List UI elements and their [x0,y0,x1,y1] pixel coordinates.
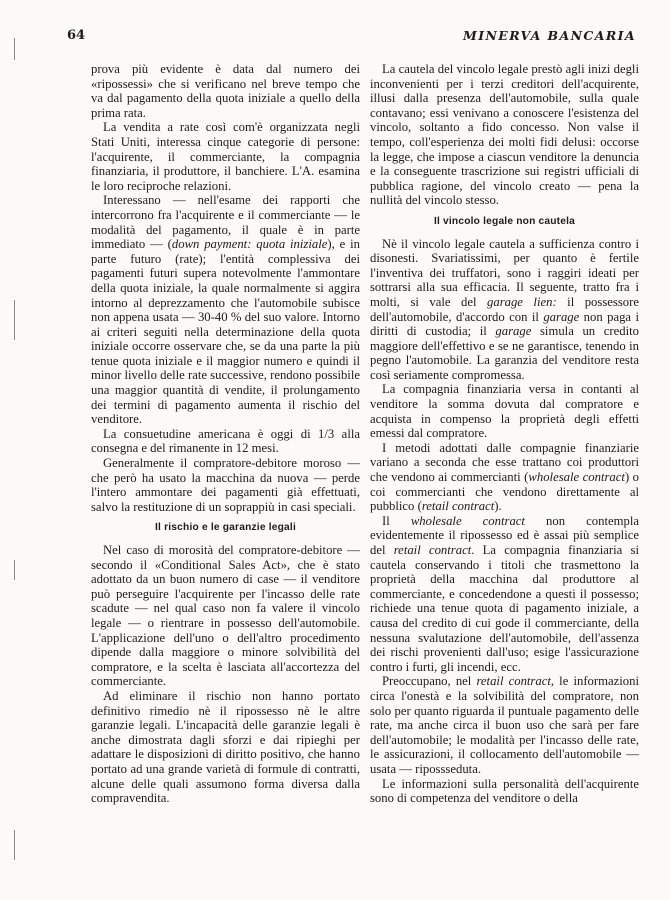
text-run: il possessore dell'automobile, d'accordo con il [370,294,639,324]
left-column [91,62,360,806]
page-number: 64 [67,28,86,43]
paragraph [91,427,360,456]
text-run: prova più evidente è data dal numero dei «ripossessi» che si verificano nel breve tempo che va dal pagamento della quota iniziale a quello della prima rata. [91,62,360,120]
paragraph [370,441,639,514]
text-run: I metodi adottati dalle compagnie finanziarie variano a seconda che esse trattano coi produttori che vendono ai commercianti ( [370,440,639,485]
margin-mark [14,560,15,580]
text-run: . La compagnia finanziaria si cautela conservando i titoli che trasmettono la proprietà della macchina dal produttore al commerciante, e concedendone a questi il possesso; richiede una tenue quota di pagamento iniziale, a causa del credito di cui gode il commerciante, della nessuna svalutazione dell'automobile, dell'assenza dei rischi provenienti dall'uso; esige l'assicurazione contro i furti, gli incendi, ecc. [370,543,639,674]
text-run: Le informazioni sulla personalità dell'acquirente sono di competenza del venditore o della [370,776,639,806]
text-run: ) o coi commercianti che vendono direttamente al pubblico ( [370,470,639,514]
paragraph [370,777,639,806]
text-run: ). [494,499,502,514]
running-title: MINERVA BANCARIA [462,28,636,43]
text-run: Nè il vincolo legale cautela a sufficienza contro i disonesti. Svariatissimi, per quanto è fertile l'inventiva dei truffatori, sono i raggiri ideati per sottrarsi alla sua efficacia. Il seguente, tratto fra i molti, si vale del [370,236,639,309]
text-run: , le informazioni circa l'onestà e la solvibilità del compratore, non solo per quanto riguarda il puntuale pagamento delle rate, ma anche circa il buon uso che sarà per fare dell'automobile; le modalità per l'incasso delle rate, le assicurazioni, il collocamento dell'automobile — usata — ripossseduta. [370,674,639,776]
paragraph [91,62,360,120]
text-run: La consuetudine americana è oggi di 1/3 alla consegna e del rimanente in 12 mesi. [91,426,360,456]
italic-term: retail contract [393,543,472,557]
paragraph [91,120,360,193]
text-run: Interessano — nell'esame dei rapporti che intercorrono fra l'acquirente e il commerciante — le modalità del pagamento, il quale è in parte immediato — ( [91,193,360,252]
italic-term: retail contract [421,499,495,514]
margin-mark [14,300,15,340]
text-run: La vendita a rate così com'è organizzata negli Stati Uniti, interessa cinque categorie di persone: l'acquirente, il commerciante, la compagnia finanziaria, il produttore, il banchiere. L'A. esamina le loro reciproche relazioni. [91,120,360,193]
text-run: La compagnia finanziaria versa in contanti al venditore la somma dovuta dal compratore e acquista in compenso la proprietà degli effetti emessi dal compratore. [370,382,639,441]
text-run: Preoccupano, nel [382,674,477,689]
paragraph [370,514,639,675]
margin-mark [14,38,15,60]
paragraph [91,456,360,514]
paragraph [91,689,360,806]
paragraph [370,62,639,208]
text-run: Nel caso di morosità del compratore-debitore — secondo il «Conditional Sales Act», che è stato adottato da un buon numero di case — il venditore può perseguire l'acquirente per l'incasso delle rate scadute — nel qual caso non fa valere il vincolo legale — o rientrare in possesso dell'automobile. L'applicazione dell'uno o dell'altro procedimento dipende dalla maggiore o minore solvibilità del compratore, e la scelta è lasciata all'accortezza del commerciante. [91,543,360,689]
text-run: Ad eliminare il rischio non hanno portato definitivo rimedio nè il ripossesso nè le altre garanzie legali. L'incapacità delle garanzie legali è anche dimostrata dagli sforzi e dai ripieghi per adattare le disposizioni di diritto positivo, che hanno portato ad una grande varietà di formule di contratti, alcune delle quali assumono forma diversa dalla compravendita. [91,688,360,806]
text-run: Il rischio e le garanzie legali [155,522,296,534]
text-run: Il [382,513,411,528]
italic-term: garage [543,309,580,324]
italic-term: down payment: quota iniziale [171,237,328,252]
text-run: Il vincolo legale non cautela [433,215,576,227]
right-column [370,62,639,806]
italic-term: retail contract [476,674,551,689]
paragraph [370,382,639,440]
paragraph [91,543,360,689]
section-heading [370,215,639,230]
text-run: non contempla evidentemente il ripossesso ed è assai più semplice del [370,513,639,557]
italic-term: garage lien: [487,294,557,309]
paragraph [370,237,639,383]
section-heading [91,521,360,536]
italic-term: wholesale contract [410,513,525,528]
paragraph [370,674,639,776]
paragraph [91,193,360,427]
text-run: simula un credito maggiore dell'effettivo e se ne garantisce, tenendo in pegno l'automobile. La garanzia del venditore resta così seriamente compromessa. [370,324,639,382]
italic-term: garage [495,324,532,339]
text-run: ), e in parte futuro (rate); l'entità complessiva dei pagamenti futuri supera notevolmente l'ammontare della quota iniziale, la quale normalmente si aggira intorno al deprezzamento che l'automobile subisce non appena usata — 30-40 % del suo valore. Intorno ai criteri seguiti nella determinazione della quota iniziale occorre osservare che, se da una parte la più tenue quota iniziale e il maggior numero e quindi il minor livello delle rate successive, rendono possibile una maggior quantità di vendite, il prolungamento dei termini di pagamento aumenta il rischio del venditore. [91,237,360,427]
italic-term: wholesale contract [528,470,625,485]
text-run: Generalmente il compratore-debitore moroso — che però ha usato la macchina da nuova — perde l'intero ammontare dei pagamenti già effettuati, salvo la restituzione di un soprappiù in casi speciali. [91,456,360,514]
text-run: La cautela del vincolo legale prestò agli inizi degli inconvenienti per i terzi creditori dell'acquirente, illusi dalla presenza dell'automobile, sulla quale contavano; essi venivano a conoscere l'esistenza del vincolo, soltanto a fido concesso. Non valse il tempo, coll'esperienza dei molti fidi delusi: occorse la legge, che impose a ciascun venditore la denuncia e la conseguente trascrizione sui registri ufficiali di pubblica ragione, del vincolo creato — pena la nullità del vincolo stesso. [370,62,639,208]
text-run: non paga i diritti di custodia; il [370,309,639,339]
margin-mark [14,830,15,860]
